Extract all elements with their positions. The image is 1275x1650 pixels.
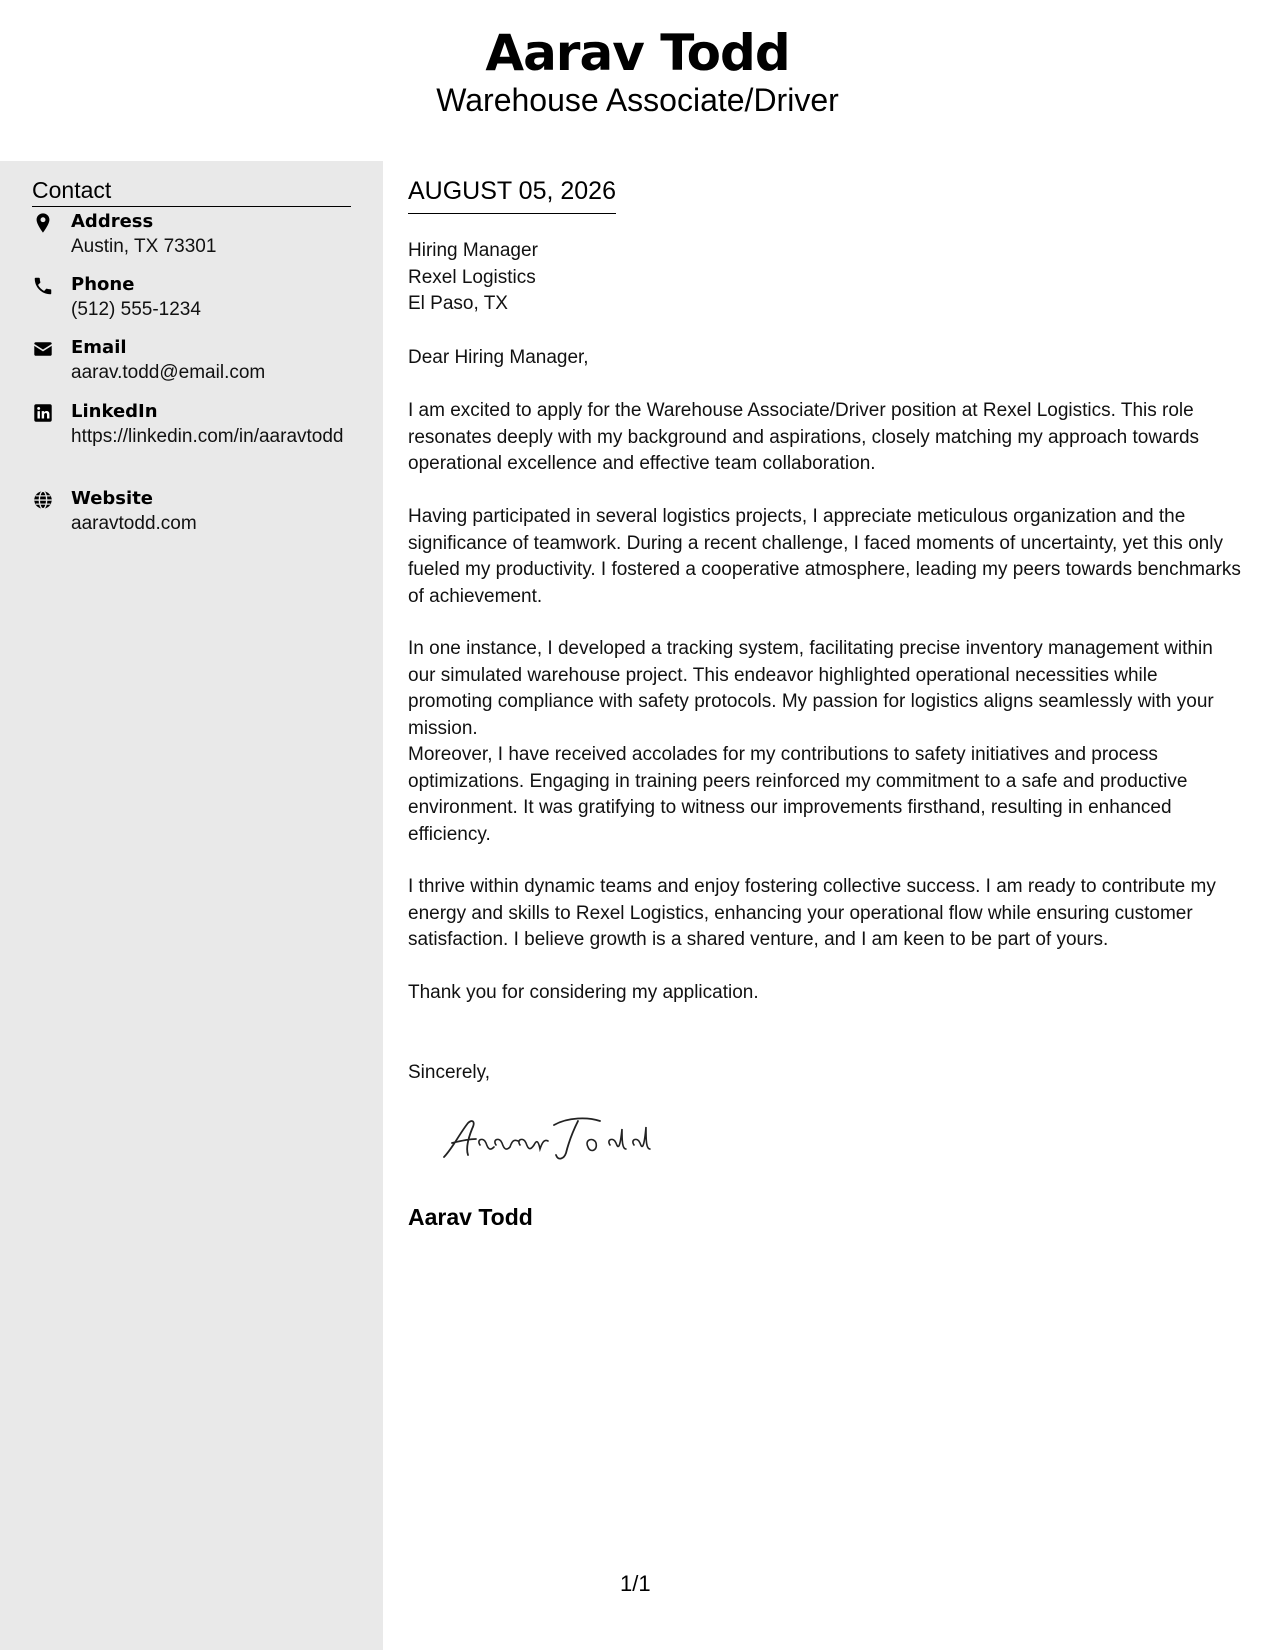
paragraph-1: I am excited to apply for the Warehouse Associate/Driver position at Rexel Logistics. This role resonates deeply with my background and aspirations, closely matching my approach towards operational excellence and effective team collaboration. (408, 400, 1200, 474)
website-value: aaravtodd.com (71, 513, 197, 534)
linkedin-icon (32, 402, 54, 424)
email-value: aarav.todd@email.com (71, 362, 266, 383)
envelope-icon (32, 338, 54, 360)
contact-label: LinkedIn (71, 401, 158, 422)
phone-icon (32, 275, 54, 297)
contact-label: Email (71, 337, 127, 358)
salutation: Dear Hiring Manager, (408, 347, 589, 368)
contact-sidebar (0, 161, 383, 1650)
applicant-name: Aarav Todd (485, 24, 790, 82)
contact-heading: Contact (32, 175, 351, 207)
paragraph-2: Having participated in several logistics projects, I appreciate meticulous organization and the significance of teamwork. During a recent challenge, I faced moments of uncertainty, yet this only fueled my productivity. I fostered a cooperative atmosphere, leading my peers towards benchmarks of achievement. (408, 506, 1241, 607)
job-title: Warehouse Associate/Driver (436, 82, 839, 118)
contact-label: Phone (71, 274, 135, 295)
signed-name: Aarav Todd (408, 1204, 533, 1230)
recipient-name: Hiring Manager (408, 240, 538, 261)
map-pin-icon (32, 212, 54, 234)
recipient-location: El Paso, TX (408, 293, 508, 314)
contact-label: Website (71, 488, 154, 509)
paragraph-5: I thrive within dynamic teams and enjoy fostering collective success. I am ready to contribute my energy and skills to Rexel Logistics, enhancing your operational flow while ensuring customer satisfaction. I believe growth is a shared venture, and I am keen to be part of yours. (408, 876, 1216, 950)
linkedin-value: https://linkedin.com/in/aaravtodd (71, 426, 344, 447)
paragraph-3: In one instance, I developed a tracking system, facilitating precise inventory management within our simulated warehouse project. This endeavor highlighted operational necessities while promoting compliance with safety protocols. My passion for logistics aligns seamlessly with your mission. (408, 638, 1214, 739)
recipient-block (408, 238, 1243, 318)
contact-label: Address (71, 211, 154, 232)
valediction: Sincerely, (408, 1062, 491, 1083)
paragraph-4: Moreover, I have received accolades for my contributions to safety initiatives and process optimizations. Engaging in training peers reinforced my commitment to a safe and productive environment. It was gratifying to witness our improvements firsthand, resulting in enhanced efficiency. (408, 744, 1188, 845)
recipient-company: Rexel Logistics (408, 266, 536, 288)
letter-date: AUGUST 05, 2026 (408, 175, 616, 214)
address-value: Austin, TX 73301 (71, 236, 217, 257)
closing-line: Thank you for considering my application. (408, 982, 759, 1003)
letter-header (0, 0, 1275, 161)
page-number: 1/1 (620, 1571, 651, 1596)
handwritten-signature (438, 1109, 678, 1169)
globe-icon (32, 489, 54, 511)
phone-value: (512) 555-1234 (71, 299, 201, 320)
